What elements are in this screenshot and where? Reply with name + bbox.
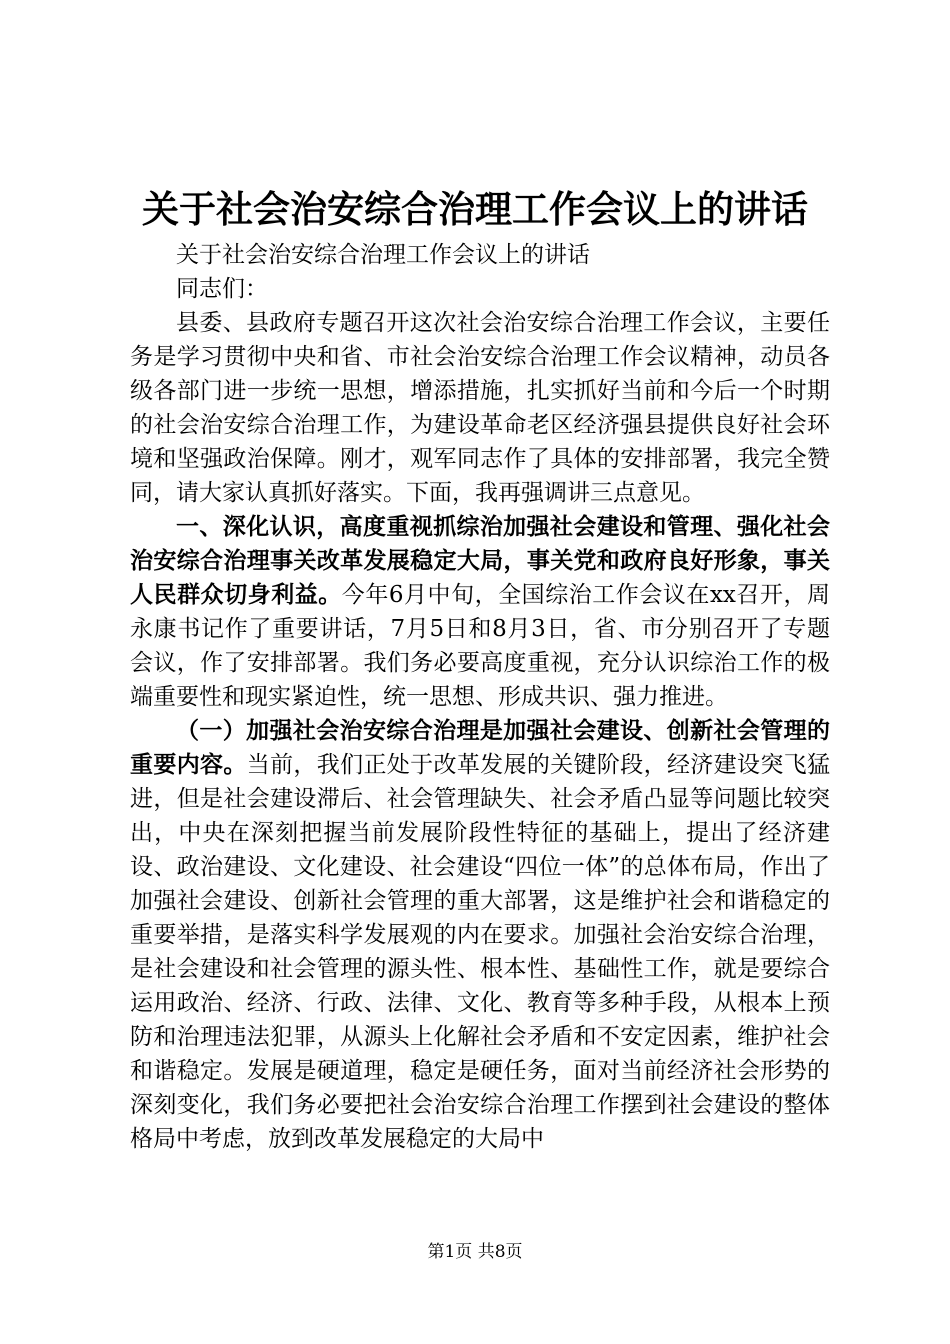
subsection-one-text: 当前，我们正处于改革发展的关键阶段，经济建设突飞猛进，但是社会建设滞后、社会管理缺失、社会矛盾凸显等问题比较突出，中央在深刻把握当前发展阶段性特征的基础上，提出了经济建设、政治建设、文化建设、社会建设“四位一体”的总体布局，作出了加强社会建设、创新社会管理的重大部署，这是维护社会和谐稳定的重要举措，是落实科学发展观的内在要求。加强社会治安综合治理，是社会建设和社会管理的源头性、根本性、基础性工作，就是要综合运用政治、经济、行政、法律、文化、教育等多种手段，从根本上预防和治理违法犯罪，从源头上化解社会矛盾和不安定因素，维护社会和谐稳定。发展是硬道理，稳定是硬任务，面对当前经济社会形势的深刻变化，我们务必要把社会治安综合治理工作摆到社会建设的整体格局中考虑，放到改革发展稳定的大局中 [130,752,831,1152]
section-one-heading: 一、深化认识，高度重视抓综治加强社会建设和管理、强化社会治安综合治理事关改革发展稳定大局，事关党和政府良好形象，事关人民群众切身利益。 [130,513,830,608]
page-footer: 第1页 共8页 [427,1242,523,1262]
subsection-one-heading: （一）加强社会治安综合治理是加强社会建设、创新社会管理的重要内容。 [130,717,830,778]
subtitle-line: 关于社会治安综合治理工作会议上的讲话 [176,242,590,268]
salutation-line: 同志们： [176,276,268,302]
document-body [130,238,830,1156]
section-one-text: 今年6月中旬，全国综治工作会议在xx召开，周永康书记作了重要讲话，7月5日和8月3日，省、市分别召开了专题会议，作了安排部署。我们务必要高度重视，充分认识综治工作的极端重要性和现实紧迫性，统一思想、形成共识、强力推进。 [130,582,831,710]
paragraph-subsection-one [130,714,830,1156]
paragraph-intro: 县委、县政府专题召开这次社会治安综合治理工作会议，主要任务是学习贯彻中央和省、市社会治安综合治理工作会议精神，动员各级各部门进一步统一思想，增添措施，扎实抓好当前和今后一个时期的社会治安综合治理工作，为建设革命老区经济强县提供良好社会环境和坚强政治保障。刚才，观军同志作了具体的安排部署，我完全赞同，请大家认真抓好落实。下面，我再强调讲三点意见。 [130,310,830,506]
paragraph-section-one [130,510,830,714]
document-title: 关于社会治安综合治理工作会议上的讲话 [142,187,808,231]
